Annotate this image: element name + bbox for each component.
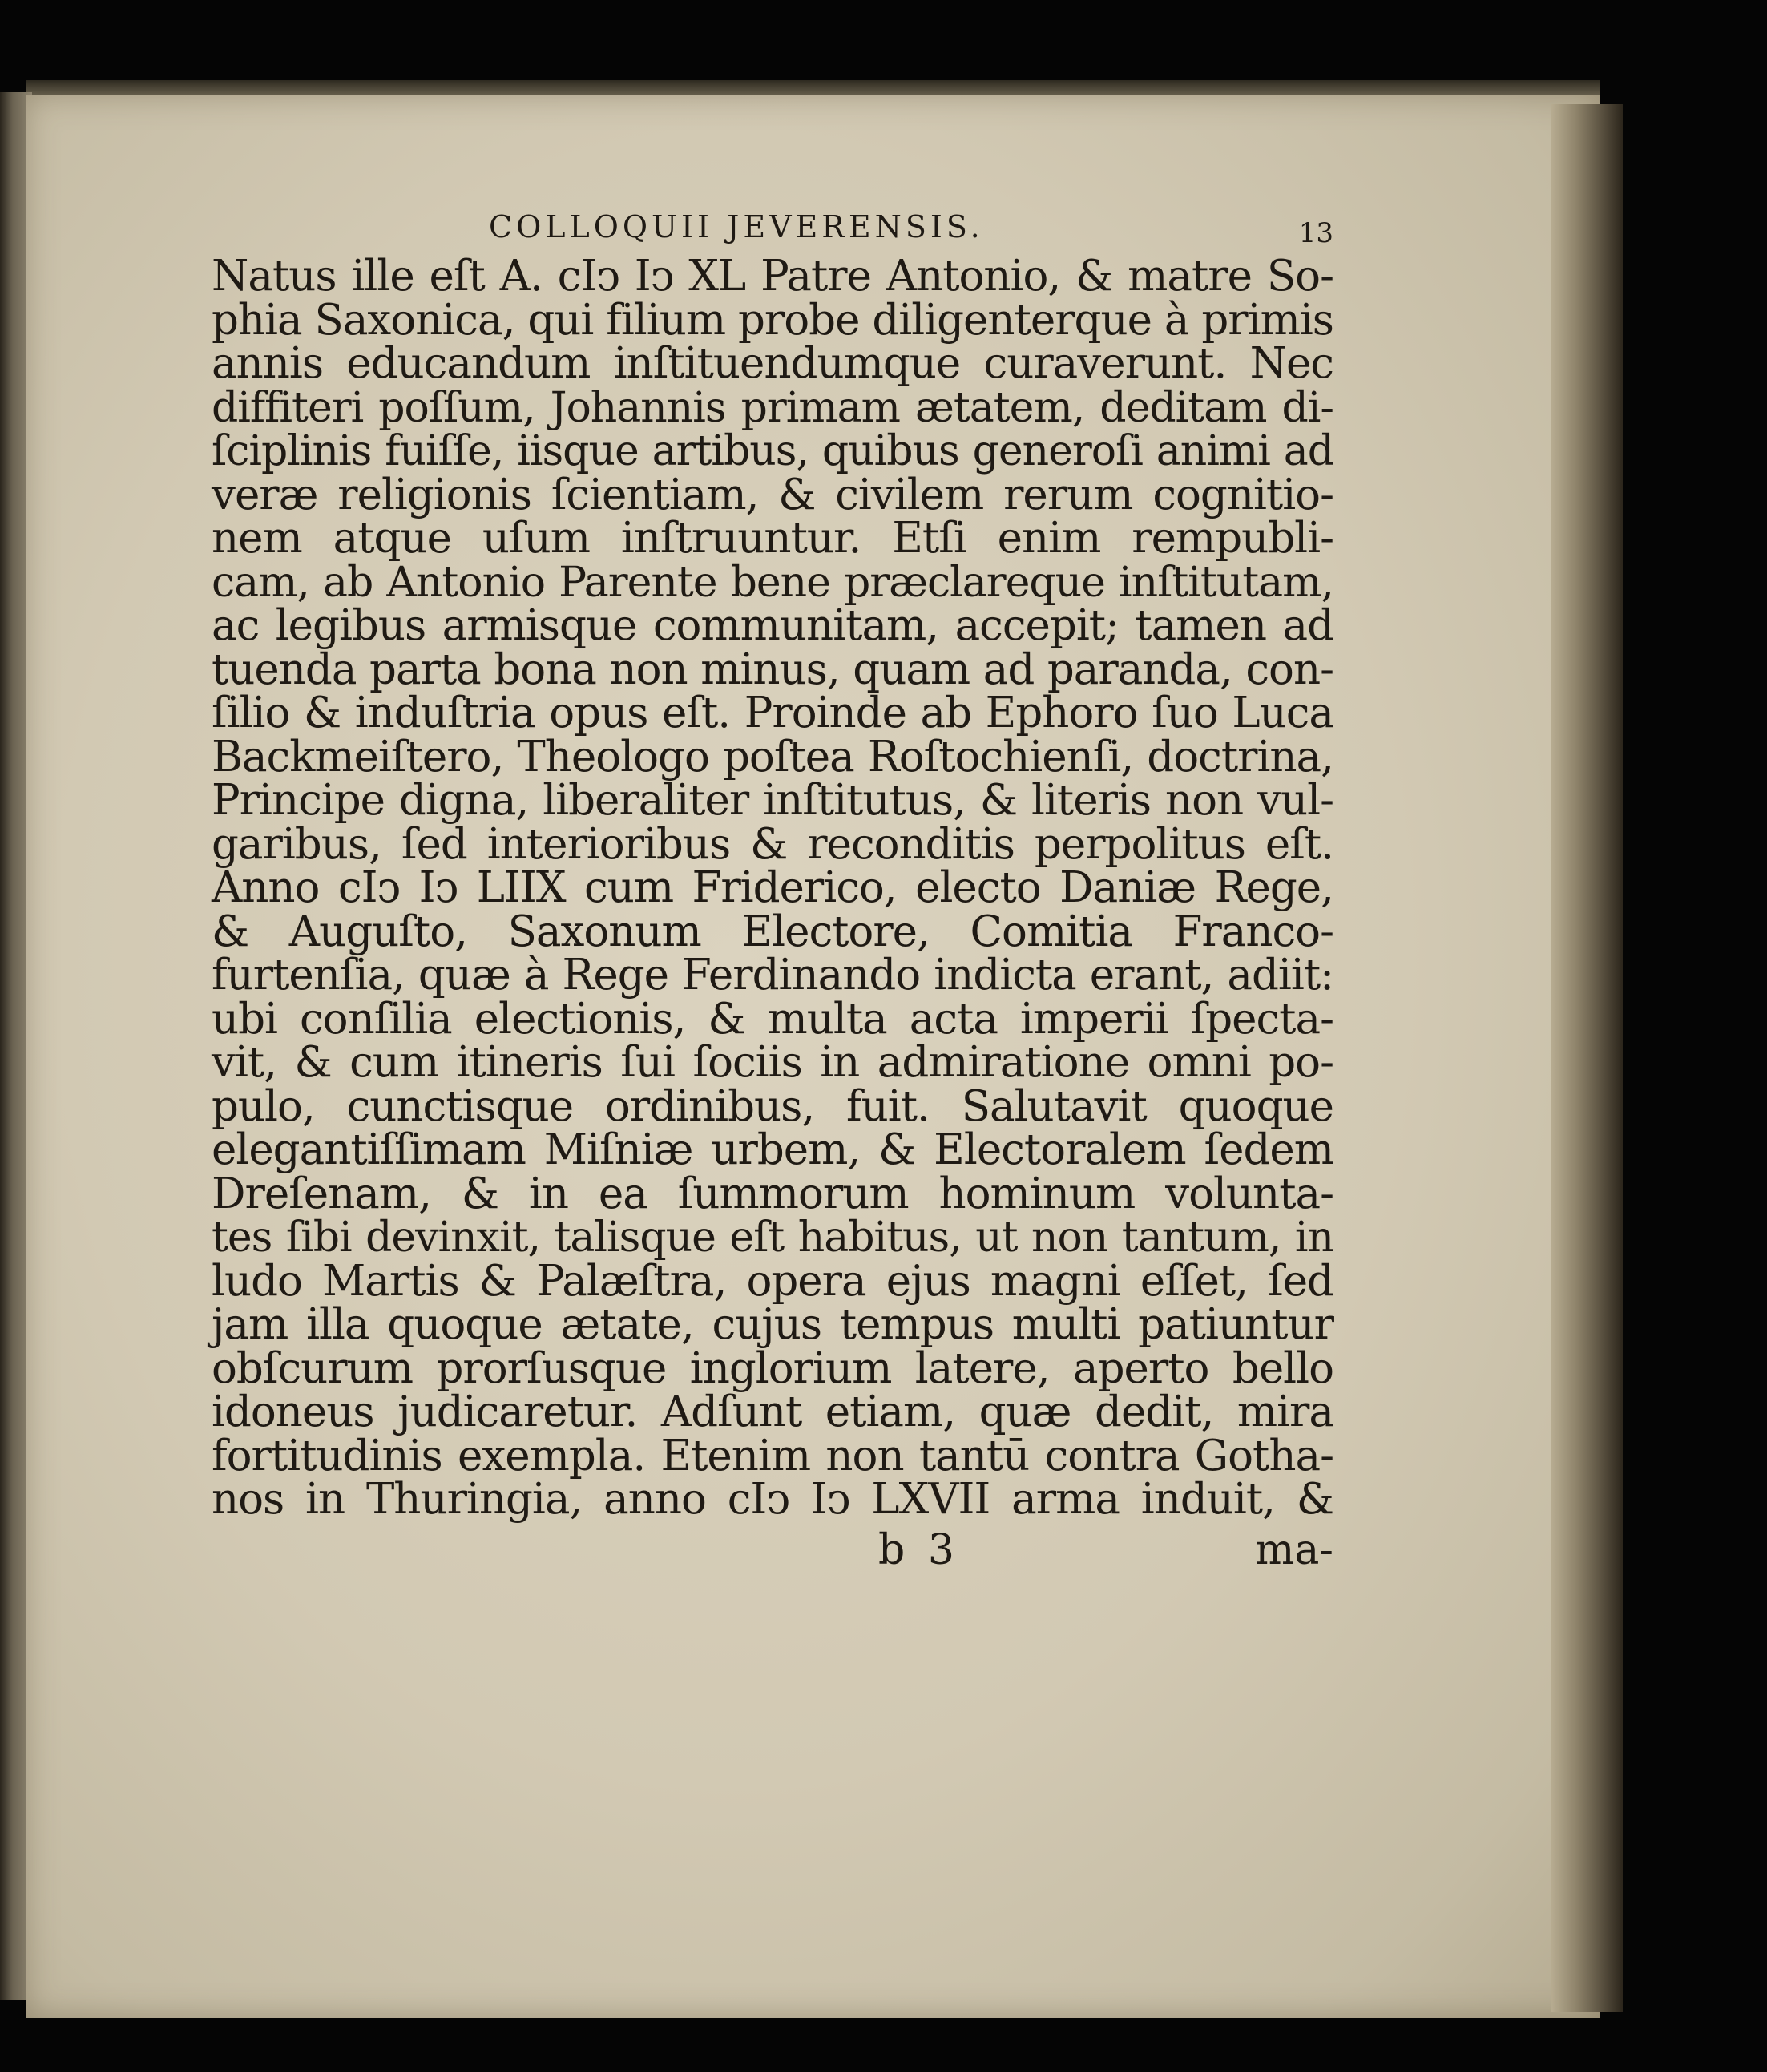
text-line: furtenſia, quæ à Rege Ferdinando indicta erant, adiit: <box>212 951 1333 1000</box>
text-line: tes ſibi devinxit, talisque eſt habitus, ut non tantum, in <box>212 1214 1333 1262</box>
text-line: & Auguſto, Saxonum Electore, Comitia Franco- <box>212 907 1333 956</box>
page-fore-edge <box>1551 104 1623 2012</box>
text-line: ſciplinis fuiſſe, iisque artibus, quibus generoſi animi ad <box>212 427 1333 475</box>
text-line: idoneus judicaretur. Adſunt etiam, quæ dedit, mira <box>212 1387 1333 1436</box>
text-line: jam illa quoque ætate, cujus tempus multi patiuntur <box>212 1300 1333 1349</box>
text-line: Backmeiſtero, Theologo poſtea Roſtochienſi, doctrina, <box>212 732 1333 782</box>
text-line: veræ religionis ſcientiam, & civilem rerum cognitio- <box>212 470 1333 519</box>
text-line: diffiteri poſſum, Johannis primam ætatem, deditam di- <box>212 383 1333 432</box>
text-line: ubi conſilia electionis, & multa acta imperii ſpecta- <box>212 994 1333 1044</box>
text-line: elegantiſſimam Miſniæ urbem, & Electoralem ſedem <box>212 1125 1333 1174</box>
page-footer <box>212 1522 1333 1578</box>
body-text <box>212 252 1333 1524</box>
text-line: Dreſenam, & in ea ſummorum hominum volunta- <box>212 1169 1333 1218</box>
text-line: phia Saxonica, qui filium probe diligenterque à primis <box>212 295 1333 345</box>
running-head-title: COLLOQUII JEVERENSIS. <box>489 209 984 244</box>
text-line: nem atque uſum inſtruuntur. Etſi enim rempubli- <box>212 514 1333 563</box>
text-line: ſilio & induſtria opus eſt. Proinde ab Ephoro ſuo Luca <box>212 689 1333 737</box>
text-line: obſcurum prorſusque inglorium latere, aperto bello <box>212 1343 1333 1393</box>
text-line: Anno cIↄ Iↄ LIIX cum Friderico, electo Daniæ Rege, <box>212 863 1333 912</box>
text-line: cam, ab Antonio Parente bene præclareque inſtitutam, <box>212 558 1333 607</box>
text-line: pulo, cunctisque ordinibus, fuit. Salutavit quoque <box>212 1081 1333 1131</box>
text-line: tuenda parta bona non minus, quam ad paranda, con- <box>212 644 1333 694</box>
catchword: ma- <box>1255 1525 1333 1574</box>
text-line: Natus ille eſt A. cIↄ Iↄ XL Patre Antonio, & matre So- <box>212 252 1333 301</box>
text-block <box>212 199 1333 1578</box>
text-line: annis educandum inſtituendumque curaverunt. Nec <box>212 339 1333 388</box>
text-line: garibus, ſed interioribus & reconditis perpolitus eſt. <box>212 819 1333 869</box>
text-line: ac legibus armisque communitam, accepit; tamen ad <box>212 601 1333 650</box>
running-head <box>212 199 1333 255</box>
text-line: vit, & cum itineris ſui ſociis in admiratione omni po- <box>212 1038 1333 1087</box>
text-line: nos in Thuringia, anno cIↄ Iↄ LXVII arma induit, & <box>212 1475 1333 1524</box>
text-line: ludo Martis & Palæſtra, opera ejus magni eſſet, ſed <box>212 1256 1333 1306</box>
text-line: fortitudinis exempla. Etenim non tantū contra Gotha- <box>212 1431 1333 1480</box>
signature-mark: b 3 <box>878 1525 959 1574</box>
page-number: 13 <box>1298 217 1333 249</box>
text-line: Principe digna, liberaliter inſtitutus, & literis non vul- <box>212 776 1333 825</box>
